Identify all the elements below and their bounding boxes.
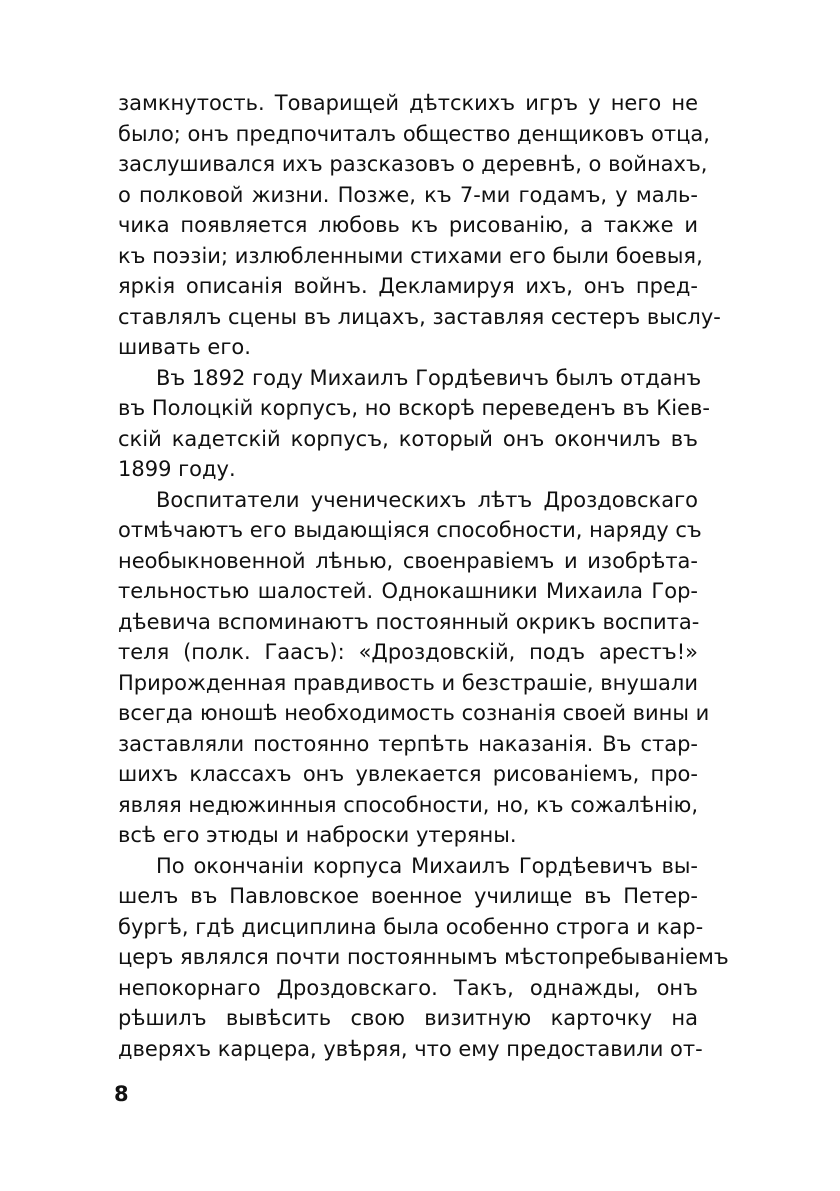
- text-line: ставлялъ сцены въ лицахъ, заставляя сестеръ выслу-: [118, 304, 721, 329]
- text-line: всегда юношѣ необходимость сознанія своей вины и: [118, 701, 710, 725]
- text-line: необыкновенной лѣнью, своенравіемъ и изобрѣта-: [118, 548, 698, 573]
- text-line: тельностью шалостей. Однокашники Михаила Гор-: [118, 579, 698, 603]
- text-line: бургѣ, гдѣ дисциплина была особенно строга и кар-: [118, 914, 704, 939]
- text-line: о полковой жизни. Позже, къ 7-ми годамъ, у маль-: [118, 182, 698, 207]
- text-line: заставляли постоянно терпѣть наказанія. Въ стар-: [118, 731, 698, 756]
- text-line: непокорнаго Дроздовскаго. Такъ, однажды, онъ: [118, 975, 698, 1000]
- text-line: Прирожденная правдивость и безстрашіе, внушали: [118, 670, 698, 695]
- text-line: въ Полоцкій корпусъ, но вскорѣ переведенъ въ Кіев-: [118, 396, 710, 420]
- text-line: чика появляется любовь къ рисованію, а также и: [118, 213, 698, 237]
- text-line: замкнутость. Товарищей дѣтскихъ игръ у него не: [118, 91, 698, 115]
- text-line: шивать его.: [118, 335, 251, 359]
- text-line: являя недюжинныя способности, но, къ сожалѣнію,: [118, 792, 698, 817]
- text-line: отмѣчаютъ его выдающіяся способности, наряду съ: [118, 518, 702, 542]
- text-line: шихъ классахъ онъ увлекается рисованіемъ, про-: [118, 762, 698, 786]
- text-line: было; онъ предпочиталъ общество денщиковъ отца,: [118, 121, 710, 146]
- text-line: дѣевича вспоминаютъ постоянный окрикъ воспита-: [118, 609, 700, 634]
- text-line: 1899 году.: [118, 457, 236, 481]
- text-line: скій кадетскій корпусъ, который онъ окончилъ въ: [118, 426, 698, 451]
- text-line: яркія описанія войнъ. Декламируя ихъ, онъ пред-: [118, 274, 698, 298]
- text-line: къ поэзіи; излюбленными стихами его были боевыя,: [118, 243, 703, 268]
- text-line: Въ 1892 году Михаилъ Гордѣевичъ былъ отданъ: [156, 365, 702, 390]
- text-line: рѣшилъ вывѣсить свою визитную карточку на: [118, 1006, 698, 1030]
- text-line: заслушивался ихъ разсказовъ о деревнѣ, о войнахъ,: [118, 152, 708, 176]
- text-line: Воспитатели ученическихъ лѣтъ Дроздовскаго: [156, 487, 698, 512]
- text-line: дверяхъ карцера, увѣряя, что ему предоставили от-: [118, 1036, 703, 1061]
- text-line: всѣ его этюды и наброски утеряны.: [118, 823, 517, 847]
- text-line: По окончаніи корпуса Михаилъ Гордѣевичъ вы-: [156, 853, 698, 878]
- text-line: церъ являлся почти постояннымъ мѣстопребываніемъ: [118, 945, 729, 969]
- text-line: шелъ въ Павловское военное училище въ Петер-: [118, 884, 698, 908]
- body-text: [118, 88, 729, 1064]
- page-number: 8: [114, 1082, 129, 1106]
- text-line: теля (полк. Гаасъ): «Дроздовскій, подъ арестъ!»: [118, 640, 698, 664]
